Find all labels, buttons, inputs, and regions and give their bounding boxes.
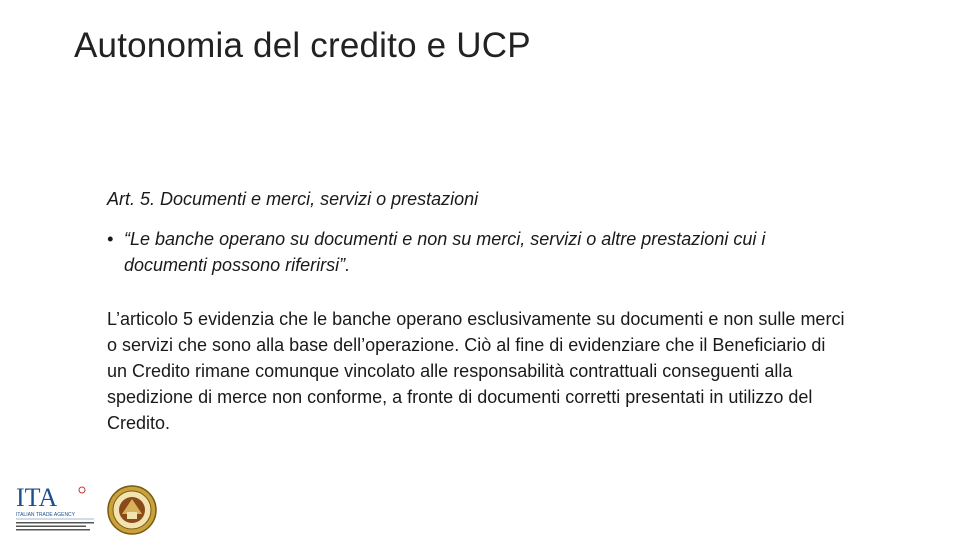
body-paragraph: L’articolo 5 evidenzia che le banche operano esclusivamente su documenti e non sulle merci o servizi che sono alla base dell’operazione. Ciò al fine di evidenziare che il Beneficiario di un Credito rimane comunque vincolato alle responsabilità contrattuali conseguenti alla spedizione di merce non conforme, a fronte di documenti corretti presentati in utilizzo del Credito. — [107, 309, 845, 433]
slide-content — [107, 186, 867, 436]
ita-name: ITALIAN TRADE AGENCY — [16, 512, 75, 518]
quote-text: “Le banche operano su documenti e non su merci, servizi o altre prestazioni cui i documenti possono riferirsi”. — [124, 229, 766, 275]
ita-logo-icon — [14, 482, 98, 532]
quote-bullet-item — [107, 226, 867, 278]
bullet-icon: • — [107, 229, 114, 249]
article-heading: Art. 5. Documenti e merci, servizi o prestazioni — [107, 189, 479, 209]
slide-title: Autonomia del credito e UCP — [74, 26, 531, 65]
university-seal-icon — [106, 484, 158, 536]
ita-mark: ITA — [16, 483, 58, 512]
